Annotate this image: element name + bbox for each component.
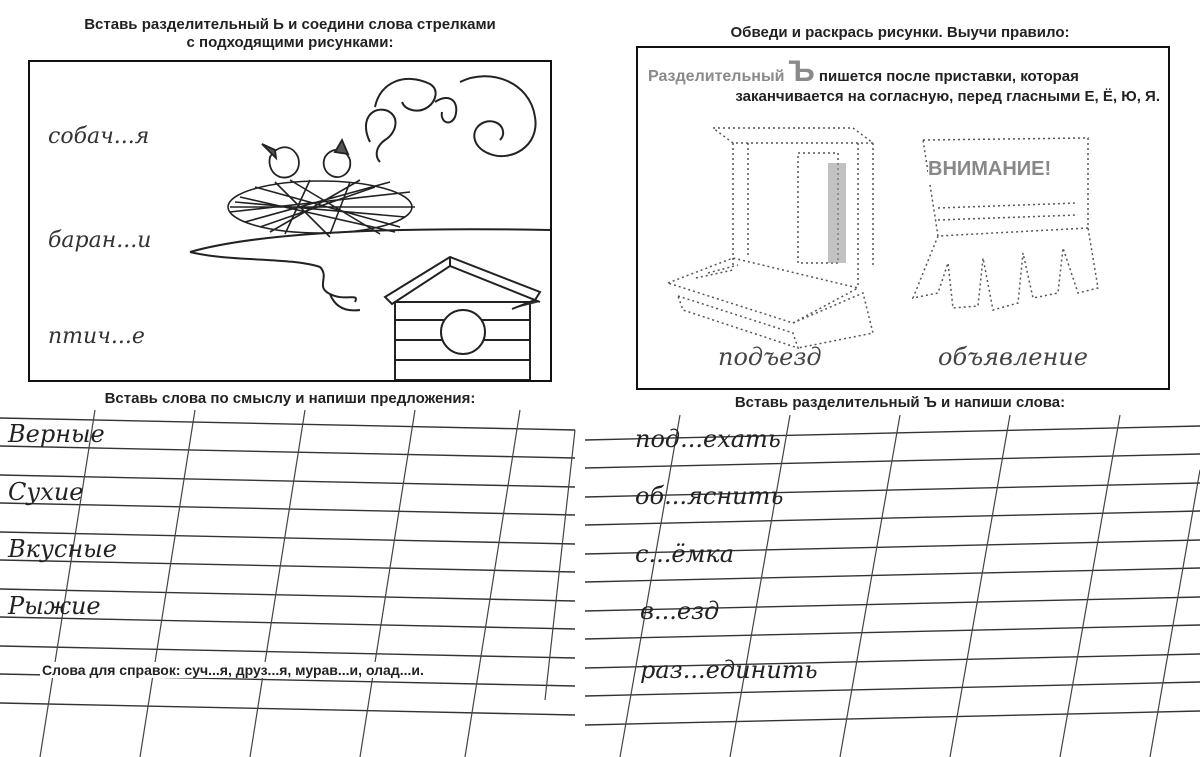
left-word-3: птич...е [48, 324, 145, 349]
rule-rest-line1: пишется после приставки, которая [818, 68, 1079, 85]
chicks-icon [262, 140, 350, 178]
caption-announcement: объявление [938, 343, 1088, 371]
rule-line2: заканчивается на согласную, перед гласными Е, Ё, Ю, Я. [735, 88, 1160, 105]
right-word-4: в...езд [640, 597, 720, 625]
left-task1-title-line2: с подходящими рисунками: [186, 34, 394, 51]
left-picture-frame [28, 60, 552, 382]
left-task1-title-line1: Вставь разделительный Ь и соедини слова стрелками [84, 16, 496, 33]
left-task2-title: Вставь слова по смыслу и напиши предложения: [104, 390, 476, 407]
right-word-2: об...яснить [635, 482, 784, 510]
right-task1-title: Обведи и раскрась рисунки. Выучи правило: [730, 24, 1070, 41]
adjective-1: Верные [8, 420, 105, 448]
branch-icon [190, 229, 550, 252]
right-word-3: с...ёмка [635, 540, 735, 568]
adjective-4: Рыжие [8, 592, 101, 620]
rule-word: Разделительный [648, 68, 785, 85]
right-word-1: под...ехать [635, 425, 781, 453]
caption-porch: подъезд [718, 343, 822, 371]
bird-nest-icon [228, 180, 415, 237]
rule-hard-sign: Ъ [788, 55, 815, 88]
birdhouse-icon [385, 257, 540, 380]
left-task1-title [20, 16, 560, 52]
sign-text: ВНИМАНИЕ! [928, 158, 1052, 180]
adjective-3: Вкусные [8, 535, 117, 563]
right-picture-frame [636, 46, 1170, 390]
adjective-2: Сухие [8, 478, 84, 506]
right-word-5: раз...единить [640, 656, 818, 684]
left-word-1: собач...я [48, 124, 150, 149]
right-drawings [638, 48, 1168, 388]
right-task2-title: Вставь разделительный Ъ и напиши слова: [734, 394, 1066, 411]
curl-decoration-icon [460, 76, 536, 156]
left-word-2: баран...и [48, 228, 152, 253]
hook-decoration-icon [375, 79, 436, 111]
reference-words: Слова для справок: суч...я, друз...я, мурав...и, олад...и. [42, 662, 424, 678]
right-slant-lines [620, 415, 1200, 757]
